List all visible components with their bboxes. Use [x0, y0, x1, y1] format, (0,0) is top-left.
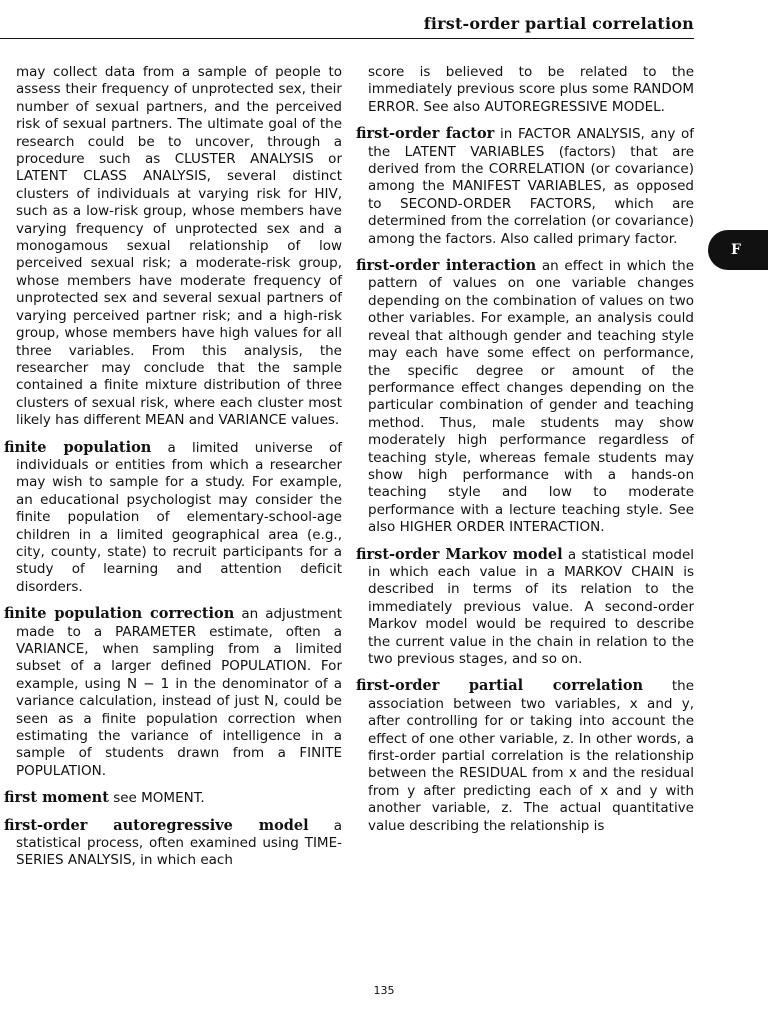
entry-term: finite population — [4, 438, 152, 456]
page-number: 135 — [373, 984, 395, 997]
right-continuation-text: score is believed to be related to the immediately previous score plus some RANDOM ERROR. See also AUTOREGRESSIVE MODEL. — [368, 64, 694, 115]
entry-term: first moment — [4, 789, 109, 807]
entry-term: first-order Markov model — [356, 545, 563, 563]
entry-term: first-order autoregressive model — [4, 816, 309, 834]
entry-term: finite population correction — [4, 605, 235, 623]
entry-first-order-markov-model — [356, 546, 694, 669]
thumb-index-tab — [708, 230, 768, 270]
thumb-tab-letter: F — [731, 242, 741, 258]
entry-finite-population-correction — [4, 605, 342, 780]
entry-definition: a statistical model in which each value in a MARKOV CHAIN is described in terms of its relation to the immediately previous value. A second-order Markov model would be required to describe the current value in the chain in relation to the two previous stages, and so on. — [368, 546, 694, 667]
entry-term: first-order partial correlation — [356, 677, 644, 695]
entry-definition: the association between two variables, x and y, after controlling for or taking into account the effect of one other variable, z. In other words, a first-order partial correlation is the relationship between the RESIDUAL from x and the residual from y after predicting each of x and y with another variable, z. The actual quantitative value describing the relationship is — [368, 678, 694, 834]
header-rule — [0, 38, 694, 39]
entry-term: first-order factor — [356, 125, 495, 143]
entry-definition: an adjustment made to a PARAMETER estimate, often a VARIANCE, when sampling from a limited subset of a larger defined POPULATION. For example, using N − 1 in the denominator of a variance calculation, instead of just N, could be seen as a finite population correction when estimating the variance of intelligence in a sample of students drawn from a FINITE POPULATION. — [16, 606, 342, 779]
left-column — [4, 64, 342, 879]
entry-definition: see MOMENT. — [113, 790, 205, 807]
entry-first-order-interaction — [356, 257, 694, 537]
entry-finite-population — [4, 439, 342, 597]
entry-first-order-partial-correlation — [356, 677, 694, 835]
entry-first-order-factor — [356, 125, 694, 248]
left-continuation-text: may collect data from a sample of people to assess their frequency of unprotected sex, their number of sexual partners, and the perceived risk of sexual partners. The ultimate goal of the research could be to uncover, through a procedure such as CLUSTER ANALYSIS or LATENT CLASS ANALYSIS, several distinct clusters of individuals at varying risk for HIV, such as a low-risk group, whose members have varying frequency of unprotected sex and a monogamous sexual relationship of low perceived sexual risk; a moderate-risk group, whose members have moderate frequency of unprotected sex and several sexual partners of varying perceived partner risk; and a high-risk group, whose members have high values for all three variables. From this analysis, the researcher may conclude that the sample contained a finite mixture distribution of three clusters of sexual risk, where each cluster most likely has different MEAN and VARIANCE values. — [16, 64, 342, 429]
entry-definition: a statistical process, often examined using TIME-SERIES ANALYSIS, in which each — [16, 817, 342, 869]
entry-definition: a limited universe of individuals or entities from which a researcher may wish to sample for a study. For example, an educational psychologist may consider the finite population of elementary-school-age children in a limited geographical area (e.g., city, county, state) to recruit participants for a study of learning and attention deficit disorders. — [16, 439, 342, 595]
entry-term: first-order interaction — [356, 257, 537, 275]
running-head: first-order partial correlation — [423, 14, 694, 33]
entry-first-moment — [4, 789, 342, 807]
right-column — [356, 64, 694, 844]
entry-definition: an effect in which the pattern of values on one variable changes depending on the combination of values on two other variables. For example, an analysis could reveal that although gender and teaching style may each have some effect on performance, the specific degree or amount of the performance effect changes depending on the particular combination of gender and teaching method. Thus, male students may show moderately high performance regardless of teaching style, whereas female students may show high performance with a hands-on teaching style and low to moderate performance with a lecture teaching style. See also HIGHER ORDER INTERACTION. — [368, 258, 694, 536]
entry-first-order-autoregressive-model — [4, 817, 342, 870]
entry-definition: in FACTOR ANALYSIS, any of the LATENT VARIABLES (factors) that are derived from the CORRELATION (or covariance) among the MANIFEST VARIABLES, as opposed to SECOND-ORDER FACTORS, which are determined from the correlation (or covariance) among the factors. Also called primary factor. — [368, 126, 694, 247]
